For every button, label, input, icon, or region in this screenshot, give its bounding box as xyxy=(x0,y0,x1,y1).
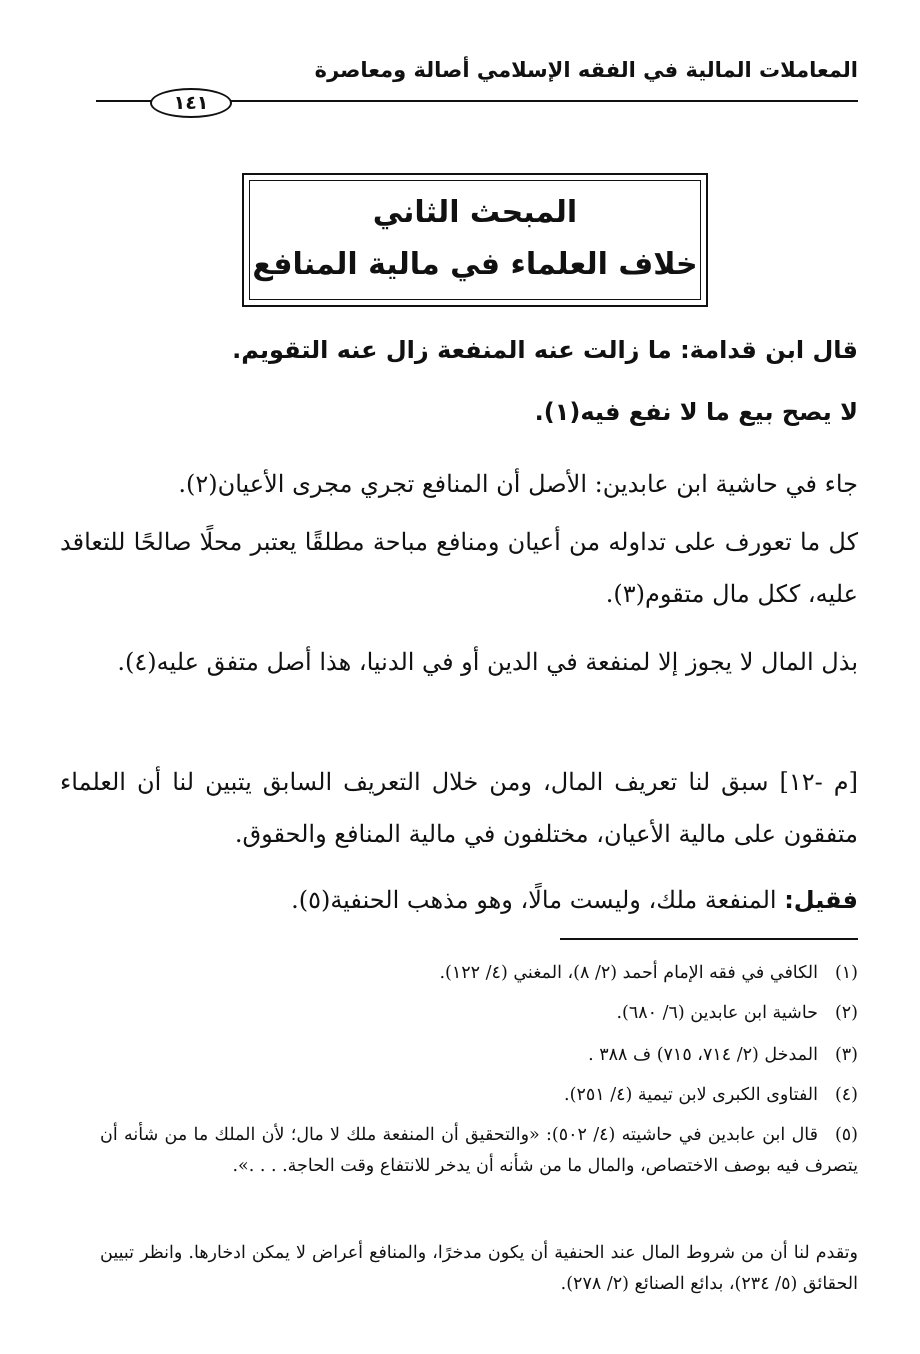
footnote-text: الكافي في فقه الإمام أحمد (٢/ ٨)، المغني (٤/ ١٢٢). xyxy=(439,963,818,983)
footnote-4 xyxy=(100,1080,858,1111)
footnote-number: (١) xyxy=(834,963,858,983)
footnote-5-continuation: وتقدم لنا أن من شروط المال عند الحنفية أن يكون مدخرًا، والمنافع أعراض لا يمكن ادخارها. وانظر تبيين الحقائق (٥/ ٢٣٤)، بدائع الصنائع (٢/ ٢٧٨). xyxy=(100,1243,858,1294)
paragraph-7 xyxy=(60,874,858,926)
footnote-text: الفتاوى الكبرى لابن تيمية (٤/ ٢٥١). xyxy=(564,1085,818,1105)
paragraph-1: قال ابن قدامة: ما زالت عنه المنفعة زال عنه التقويم. xyxy=(232,336,858,364)
footnote-text: قال ابن عابدين في حاشيته (٤/ ٥٠٢): «والتحقيق أن المنفعة ملك لا مال؛ لأن الملك ما من شأنه أن يتصرف فيه بوصف الاختصاص، والمال ما من شأنه أن يدخر للانتفاع وقت الحاجة. . . .». xyxy=(100,1125,858,1176)
footnote-separator xyxy=(560,938,858,940)
footnote-5 xyxy=(100,1120,858,1182)
footnote-number: (٥) xyxy=(834,1125,858,1145)
section-subtitle: خلاف العلماء في مالية المنافع xyxy=(252,247,698,282)
paragraph-3: جاء في حاشية ابن عابدين: الأصل أن المنافع تجري مجرى الأعيان(٢). xyxy=(178,470,858,498)
running-header: المعاملات المالية في الفقه الإسلامي أصالة ومعاصرة xyxy=(314,58,858,82)
section-title-box xyxy=(242,173,708,307)
footnote-text: حاشية ابن عابدين (٦/ ٦٨٠). xyxy=(616,1003,818,1023)
paragraph-7-text: المنفعة ملك، وليست مالًا، وهو مذهب الحنفية(٥). xyxy=(291,886,785,914)
footnote-number: (٢) xyxy=(834,1003,858,1023)
footnote-text: المدخل (٢/ ٧١٤، ٧١٥) ف ٣٨٨ . xyxy=(588,1045,818,1065)
footnote-1 xyxy=(100,958,858,989)
paragraph-6: [م -١٢] سبق لنا تعريف المال، ومن خلال التعريف السابق يتبين لنا أن العلماء متفقون على مالية الأعيان، مختلفون في مالية المنافع والحقوق. xyxy=(60,768,858,848)
footnote-3 xyxy=(100,1040,858,1071)
page-number: ١٤١ xyxy=(150,88,232,118)
paragraph-4: كل ما تعورف على تداوله من أعيان ومنافع مباحة مطلقًا يعتبر محلًا صالحًا للتعاقد عليه، ككل مال متقوم(٣). xyxy=(60,528,858,608)
section-title: المبحث الثاني xyxy=(372,195,578,230)
footnote-number: (٣) xyxy=(834,1045,858,1065)
paragraph-7-lead: فقيل: xyxy=(784,886,858,914)
footnote-2 xyxy=(100,998,858,1029)
paragraph-2: لا يصح بيع ما لا نفع فيه(١). xyxy=(534,398,858,426)
footnote-number: (٤) xyxy=(834,1085,858,1105)
paragraph-5: بذل المال لا يجوز إلا لمنفعة في الدين أو في الدنيا، هذا أصل متفق عليه(٤). xyxy=(117,648,858,676)
